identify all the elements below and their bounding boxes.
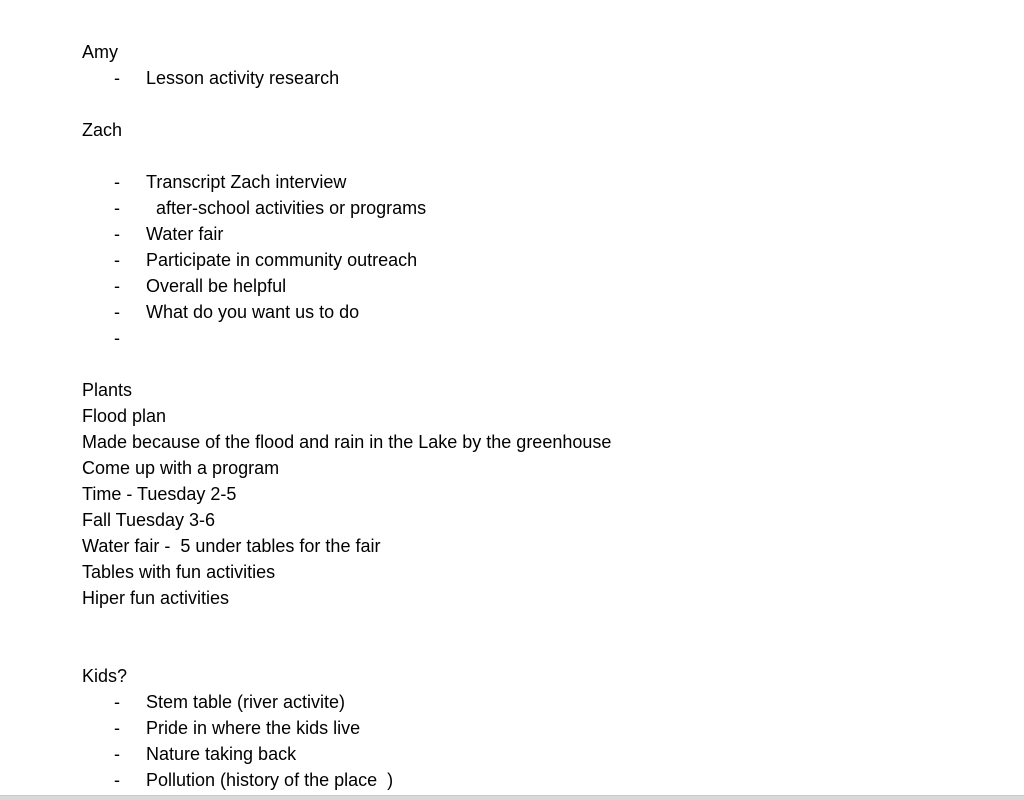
list-item <box>82 299 1004 325</box>
heading-amy: Amy <box>82 42 118 62</box>
list-item <box>82 169 1004 195</box>
bullet-dash: - <box>114 718 120 738</box>
bullet-dash: - <box>114 198 120 218</box>
heading-zach: Zach <box>82 120 123 140</box>
document-body[interactable] <box>82 39 1004 793</box>
bullet-dash: - <box>114 328 120 348</box>
bullet-dash: - <box>114 250 120 270</box>
bullet-dash: - <box>114 224 120 244</box>
list-item <box>82 741 1004 767</box>
bullet-dash: - <box>114 744 120 764</box>
text-line: Hiper fun activities <box>82 588 230 608</box>
list-item-text: Transcript Zach interview <box>146 172 347 192</box>
horizontal-scrollbar[interactable] <box>0 795 1024 800</box>
text-line: Flood plan <box>82 406 167 426</box>
bullet-dash: - <box>114 68 120 88</box>
bullet-dash: - <box>114 276 120 296</box>
text-line-plants: Plants <box>82 380 133 400</box>
list-item-text: Water fair <box>146 224 224 244</box>
list-item-text: Participate in community outreach <box>146 250 418 270</box>
text-line: Fall Tuesday 3-6 <box>82 510 216 530</box>
bullet-dash: - <box>114 692 120 712</box>
list-item <box>82 195 1004 221</box>
blank-line <box>82 143 1004 169</box>
list-item-text: Nature taking back <box>146 744 297 764</box>
list-item-text: Pride in where the kids live <box>146 718 361 738</box>
list-item-text: Lesson activity research <box>146 68 340 88</box>
list-item <box>82 689 1004 715</box>
list-item <box>82 221 1004 247</box>
list-item-text: Pollution (history of the place ) <box>146 770 394 790</box>
list-item <box>82 767 1004 793</box>
list-item <box>82 715 1004 741</box>
list-item <box>82 65 1004 91</box>
blank-line <box>82 91 1004 117</box>
list-item-text: after-school activities or programs <box>146 198 427 218</box>
list-item-text: What do you want us to do <box>146 302 360 322</box>
bullet-dash: - <box>114 302 120 322</box>
text-line: Water fair - 5 under tables for the fair <box>82 536 381 556</box>
blank-line <box>82 351 1004 377</box>
list-item <box>82 247 1004 273</box>
blank-line <box>82 637 1004 663</box>
text-line: Come up with a program <box>82 458 280 478</box>
list-item-text: Overall be helpful <box>146 276 287 296</box>
text-line: Tables with fun activities <box>82 562 276 582</box>
list-item <box>82 273 1004 299</box>
heading-kids: Kids? <box>82 666 128 686</box>
blank-line <box>82 611 1004 637</box>
text-line: Time - Tuesday 2-5 <box>82 484 237 504</box>
list-item-text: Stem table (river activite) <box>146 692 346 712</box>
text-line: Made because of the flood and rain in the Lake by the greenhouse <box>82 432 612 452</box>
bullet-dash: - <box>114 770 120 790</box>
list-item-empty <box>82 325 1004 351</box>
bullet-dash: - <box>114 172 120 192</box>
